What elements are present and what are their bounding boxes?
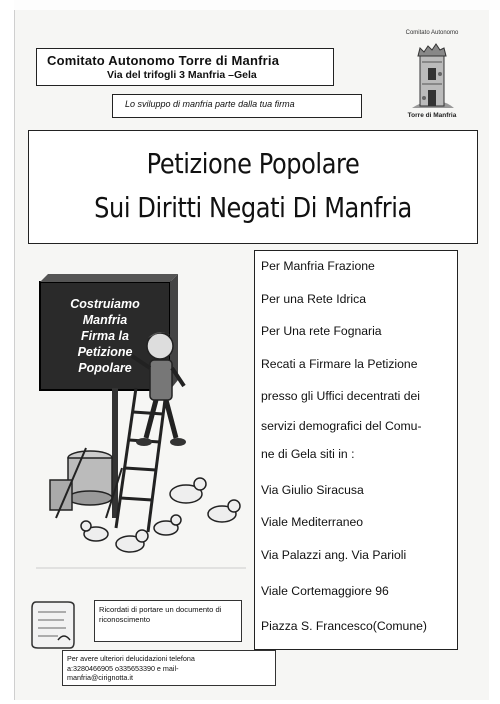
info-line: Recati a Firmare la Petizione	[261, 357, 418, 371]
sign-line: Manfria	[82, 313, 128, 327]
committee-header	[36, 48, 334, 86]
sign-board-text	[46, 296, 164, 376]
info-line: Per Manfria Frazione	[261, 259, 375, 273]
sign-line: Costruiamo	[70, 297, 140, 311]
info-line: Per Una rete Fognaria	[261, 324, 382, 338]
info-line: Per una Rete Idrica	[261, 292, 367, 306]
reminder-text: Ricordati di portare un documento di riconoscimento	[99, 605, 222, 624]
tower-icon	[404, 38, 460, 114]
info-line: Piazza S. Francesco(Comune)	[261, 619, 427, 633]
scroll-icon	[28, 596, 78, 652]
info-line: Via Giulio Siracusa	[261, 483, 364, 497]
info-line: presso gli Uffici decentrati dei	[261, 389, 420, 403]
slogan-box	[112, 94, 362, 118]
info-line: ne di Gela siti in :	[261, 447, 355, 461]
contact-box	[62, 650, 276, 686]
petition-title-line1: Petizione Popolare	[146, 147, 360, 180]
logo-caption-bottom: Torre di Manfria	[407, 112, 457, 119]
committee-address: Via del trifogli 3 Manfria –Gela	[107, 69, 257, 81]
info-column	[254, 250, 458, 650]
info-line: servizi demografici del Comu-	[261, 419, 422, 433]
info-line: Via Palazzi ang. Via Parioli	[261, 548, 407, 562]
reminder-box	[94, 600, 242, 642]
slogan-text: Lo sviluppo di manfria parte dalla tua firma	[125, 99, 295, 109]
tower-logo	[404, 30, 460, 122]
sign-line: Firma la	[81, 329, 129, 343]
contact-email: manfria@cirignotta.it	[67, 673, 134, 682]
sign-line: Petizione	[77, 345, 133, 359]
contact-line: a:3280466905 o335653390 e mail-	[67, 663, 179, 673]
contact-text	[67, 654, 273, 683]
logo-caption-top: Comitato Autonomo	[405, 30, 459, 36]
petition-title-line2: Sui Diritti Negati Di Manfria	[94, 191, 412, 224]
info-line: Viale Cortemaggiore 96	[261, 584, 389, 598]
page-edge	[14, 0, 500, 10]
contact-line: Per avere ulteriori delucidazioni telefona	[67, 654, 195, 663]
sign-line: Popolare	[78, 361, 132, 375]
petition-title-box	[28, 130, 478, 244]
info-line: Viale Mediterraneo	[261, 515, 364, 529]
paint-buckets	[50, 448, 122, 518]
committee-name: Comitato Autonomo Torre di Manfria	[47, 53, 280, 68]
ladder	[116, 388, 166, 532]
